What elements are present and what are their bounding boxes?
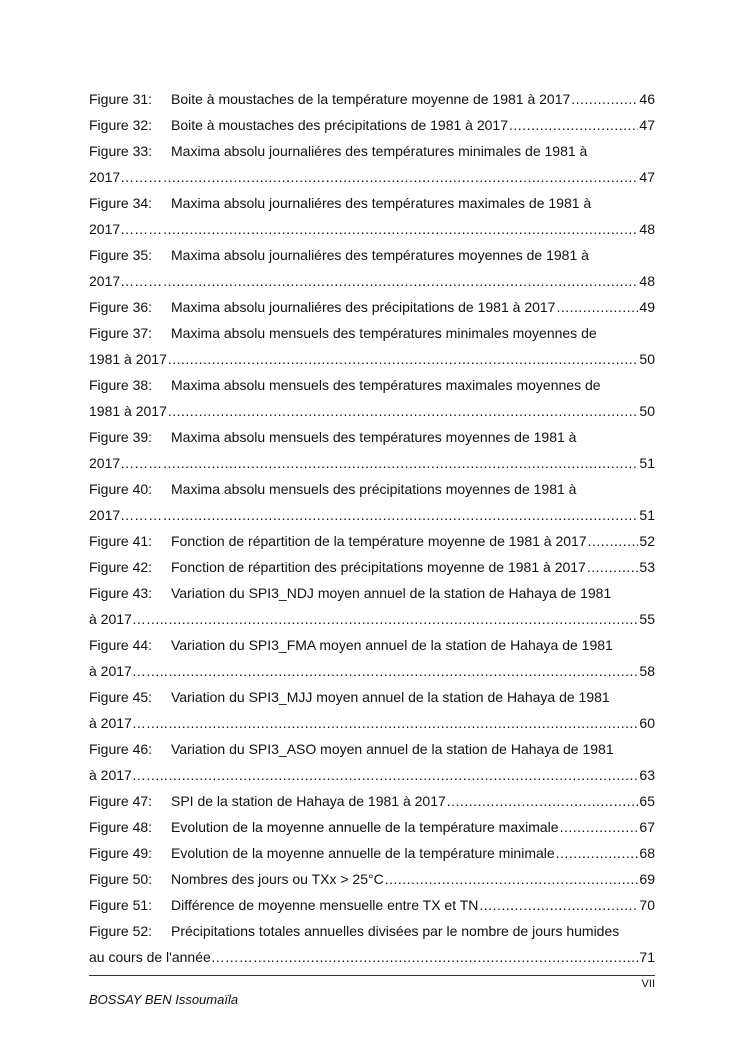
dot-leader: [163, 268, 638, 294]
dot-leader: [556, 840, 639, 866]
figure-title: Nombres des jours ou TXx > 25°C: [171, 871, 384, 887]
dot-leader: [587, 554, 639, 580]
page-ref: 49: [639, 299, 655, 315]
figure-number: Figure 45:: [89, 689, 153, 705]
figure-title: Maxima absolu journaliéres des températures moyennes de 1981 à: [171, 247, 589, 263]
toc-entry[interactable]: [89, 554, 655, 580]
figure-title: Boite à moustaches des précipitations de 1981 à 2017: [171, 117, 509, 133]
figure-title-continuation: 2017………: [89, 273, 163, 289]
dot-leader: [556, 294, 638, 320]
page-ref: 67: [639, 819, 655, 835]
toc-entry[interactable]: [89, 242, 655, 294]
page-ref: 48: [639, 273, 655, 289]
dot-leader: [588, 528, 639, 554]
figure-title: Variation du SPI3_NDJ moyen annuel de la station de Hahaya de 1981: [171, 585, 612, 601]
dot-leader: [169, 710, 639, 736]
dot-leader: [571, 86, 638, 112]
figure-title: Boite à moustaches de la température moyenne de 1981 à 2017: [171, 91, 571, 107]
figure-number: Figure 46:: [89, 741, 153, 757]
toc-entry[interactable]: [89, 788, 655, 814]
figure-number: Figure 41:: [89, 533, 153, 549]
figure-title-continuation: à 2017……..: [89, 663, 168, 679]
figure-title: Maxima absolu mensuels des températures moyennes de 1981 à: [171, 429, 577, 445]
toc-entry[interactable]: [89, 476, 655, 528]
toc-entry[interactable]: [89, 424, 655, 476]
figure-title: Maxima absolu mensuels des températures minimales moyennes de: [171, 325, 597, 341]
figure-title: Précipitations totales annuelles divisées par le nombre de jours humides: [171, 923, 620, 939]
toc-entry[interactable]: [89, 918, 655, 970]
figure-number: Figure 43:: [89, 585, 153, 601]
figure-number: Figure 31:: [89, 91, 153, 107]
page-number: VII: [641, 978, 655, 990]
figure-title: Variation du SPI3_FMA moyen annuel de la station de Hahaya de 1981: [171, 637, 613, 653]
page-ref: 60: [639, 715, 655, 731]
page-ref: 47: [639, 169, 655, 185]
page-ref: 65: [639, 793, 655, 809]
dot-leader: [509, 112, 638, 138]
figure-number: Figure 42:: [89, 559, 153, 575]
figure-number: Figure 38:: [89, 377, 153, 393]
toc-entry[interactable]: [89, 86, 655, 112]
dot-leader: [169, 606, 639, 632]
dot-leader: [560, 814, 639, 840]
figure-title: Maxima absolu journaliéres des températures maximales de 1981 à: [171, 195, 592, 211]
dot-leader: [168, 398, 639, 424]
dot-leader: [163, 164, 638, 190]
figure-title: Maxima absolu journaliéres des températures minimales de 1981 à: [171, 143, 588, 159]
dot-leader: [163, 216, 638, 242]
toc-entry[interactable]: [89, 112, 655, 138]
toc-entry[interactable]: [89, 736, 655, 788]
page-ref: 58: [639, 663, 655, 679]
page-ref: 63: [639, 767, 655, 783]
dot-leader: [479, 892, 638, 918]
page-ref: 50: [639, 351, 655, 367]
figure-title: Fonction de répartition de la température moyenne de 1981 à 2017: [171, 533, 587, 549]
figure-number: Figure 47:: [89, 793, 153, 809]
page-ref: 53: [639, 559, 655, 575]
figure-number: Figure 39:: [89, 429, 153, 445]
dot-leader: [163, 502, 638, 528]
toc-entry[interactable]: [89, 190, 655, 242]
toc-entry[interactable]: [89, 320, 655, 372]
page-ref: 48: [639, 221, 655, 237]
page-ref: 68: [639, 845, 655, 861]
page-ref: 51: [639, 455, 655, 471]
page-ref: 50: [639, 403, 655, 419]
footer-rule: [89, 975, 655, 976]
figure-title: Variation du SPI3_MJJ moyen annuel de la station de Hahaya de 1981: [171, 689, 610, 705]
toc-entry[interactable]: [89, 632, 655, 684]
toc-entry[interactable]: [89, 892, 655, 918]
toc-entry[interactable]: [89, 580, 655, 632]
page-ref: 47: [639, 117, 655, 133]
figure-number: Figure 40:: [89, 481, 153, 497]
page-ref: 52: [639, 533, 655, 549]
dot-leader: [168, 346, 639, 372]
page-ref: 55: [639, 611, 655, 627]
figure-number: Figure 36:: [89, 299, 153, 315]
figure-title-continuation: au cours de l'année…………..: [89, 949, 275, 965]
figure-number: Figure 49:: [89, 845, 153, 861]
figure-number: Figure 52:: [89, 923, 153, 939]
dot-leader: [385, 866, 639, 892]
figure-title: Maxima absolu mensuels des températures maximales moyennes de: [171, 377, 601, 393]
dot-leader: [169, 658, 639, 684]
toc-entry[interactable]: [89, 294, 655, 320]
author-name: BOSSAY BEN Issoumaïla: [89, 992, 239, 1007]
figure-title: SPI de la station de Hahaya de 1981 à 2017: [171, 793, 446, 809]
figure-number: Figure 44:: [89, 637, 153, 653]
dot-leader: [447, 788, 639, 814]
figure-number: Figure 33:: [89, 143, 153, 159]
figure-number: Figure 51:: [89, 897, 153, 913]
dot-leader: [169, 762, 639, 788]
figure-title: Différence de moyenne mensuelle entre TX et TN: [171, 897, 479, 913]
page-ref: 46: [639, 91, 655, 107]
toc-entry[interactable]: [89, 372, 655, 424]
page-ref: 70: [639, 897, 655, 913]
figure-title-continuation: 1981 à 2017: [89, 351, 167, 367]
toc-entry[interactable]: [89, 814, 655, 840]
figure-title-continuation: 2017………: [89, 455, 163, 471]
figure-title-continuation: 1981 à 2017: [89, 403, 167, 419]
figure-title: Fonction de répartition des précipitations moyenne de 1981 à 2017: [171, 559, 586, 575]
figure-title: Variation du SPI3_ASO moyen annuel de la station de Hahaya de 1981: [171, 741, 614, 757]
figure-title-continuation: 2017………: [89, 169, 163, 185]
figure-number: Figure 50:: [89, 871, 153, 887]
figure-title-continuation: à 2017……..: [89, 767, 168, 783]
table-of-figures: [89, 86, 655, 970]
toc-entry[interactable]: [89, 840, 655, 866]
toc-entry[interactable]: [89, 684, 655, 736]
page-ref: 69: [639, 871, 655, 887]
page-ref: 71: [639, 949, 655, 965]
figure-title: Evolution de la moyenne annuelle de la température minimale: [171, 845, 555, 861]
figure-number: Figure 37:: [89, 325, 153, 341]
figure-title: Maxima absolu mensuels des précipitations moyennes de 1981 à: [171, 481, 577, 497]
toc-entry[interactable]: [89, 138, 655, 190]
figure-title-continuation: 2017………: [89, 507, 163, 523]
figure-title-continuation: 2017………: [89, 221, 163, 237]
toc-entry[interactable]: [89, 528, 655, 554]
figure-title: Maxima absolu journaliéres des précipitations de 1981 à 2017: [171, 299, 556, 315]
figure-number: Figure 34:: [89, 195, 153, 211]
figure-title-continuation: à 2017……..: [89, 611, 168, 627]
dot-leader: [163, 450, 638, 476]
figure-title-continuation: à 2017……..: [89, 715, 168, 731]
figure-title: Evolution de la moyenne annuelle de la température maximale: [171, 819, 559, 835]
toc-entry[interactable]: [89, 866, 655, 892]
figure-number: Figure 48:: [89, 819, 153, 835]
figure-number: Figure 35:: [89, 247, 153, 263]
dot-leader: [276, 944, 639, 970]
page-ref: 51: [639, 507, 655, 523]
figure-number: Figure 32:: [89, 117, 153, 133]
